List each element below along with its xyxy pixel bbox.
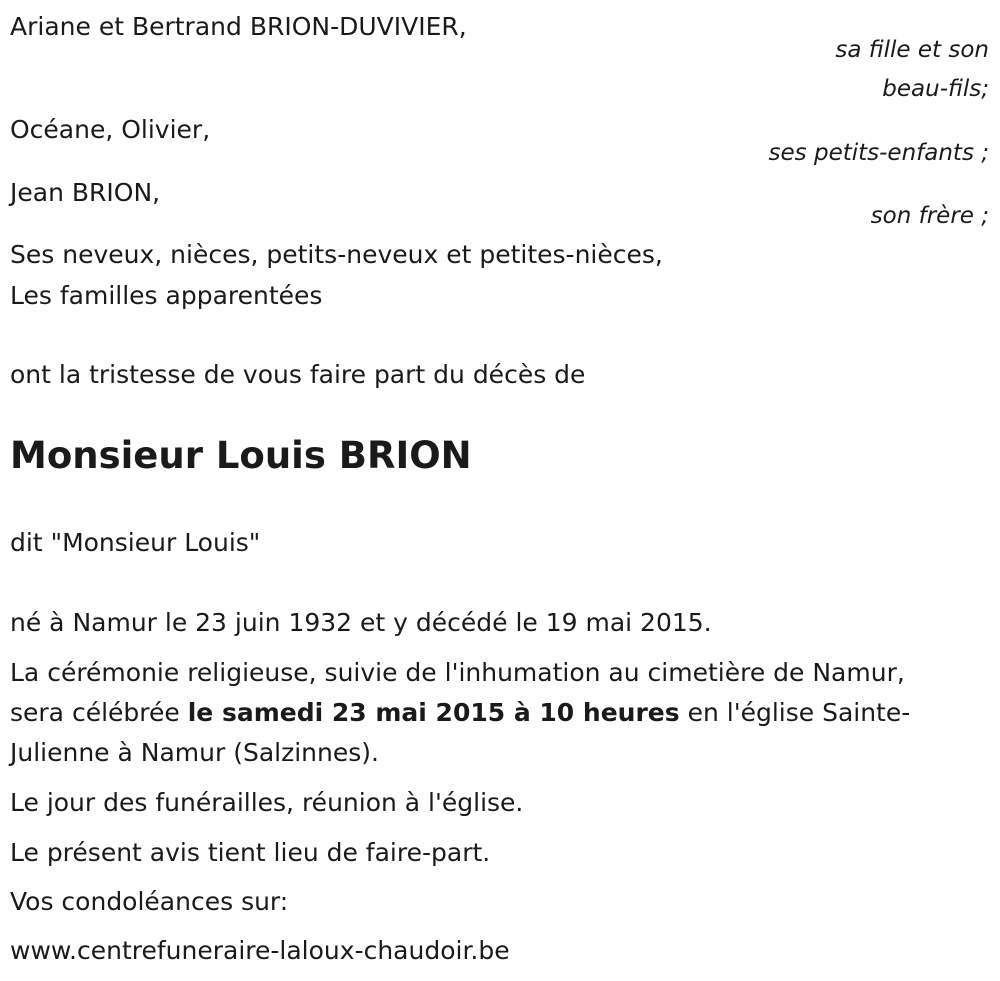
reunion-note: Le jour des funérailles, réunion à l'église. <box>10 788 524 817</box>
family-line-daughter: Ariane et Bertrand BRION-DUVIVIER, <box>10 12 467 41</box>
family-line-brother: Jean BRION, <box>10 178 161 207</box>
family-line-relatives: Les familles apparentées <box>10 281 323 310</box>
ceremony-line-2 <box>10 700 910 725</box>
deceased-nickname: dit "Monsieur Louis" <box>10 528 261 557</box>
notice-note: Le présent avis tient lieu de faire-part. <box>10 838 491 867</box>
ceremony-suffix: en l'église Sainte- <box>679 698 911 727</box>
role-grandchildren: ses petits-enfants ; <box>768 140 989 166</box>
family-line-nephews: Ses neveux, nièces, petits-neveux et petites-nièces, <box>10 240 663 269</box>
deceased-name: Monsieur Louis BRION <box>10 434 472 477</box>
ceremony-prefix: sera célébrée <box>10 698 188 727</box>
ceremony-date: le samedi 23 mai 2015 à 10 heures <box>187 698 680 727</box>
ceremony-line-3: Julienne à Namur (Salzinnes). <box>10 738 379 767</box>
condolences-label: Vos condoléances sur: <box>10 887 289 916</box>
birth-death-text: né à Namur le 23 juin 1932 et y décédé le 19 mai 2015. <box>10 608 712 637</box>
condolences-website-link[interactable]: www.centrefuneraire-laloux-chaudoir.be <box>10 936 510 965</box>
role-brother: son frère ; <box>870 203 989 229</box>
family-line-grandchildren: Océane, Olivier, <box>10 115 211 144</box>
role-son-in-law: beau-fils; <box>882 76 989 102</box>
announcement-text: ont la tristesse de vous faire part du décès de <box>10 360 586 389</box>
role-daughter: sa fille et son <box>835 37 989 63</box>
ceremony-line-1: La cérémonie religieuse, suivie de l'inhumation au cimetière de Namur, <box>10 658 905 687</box>
